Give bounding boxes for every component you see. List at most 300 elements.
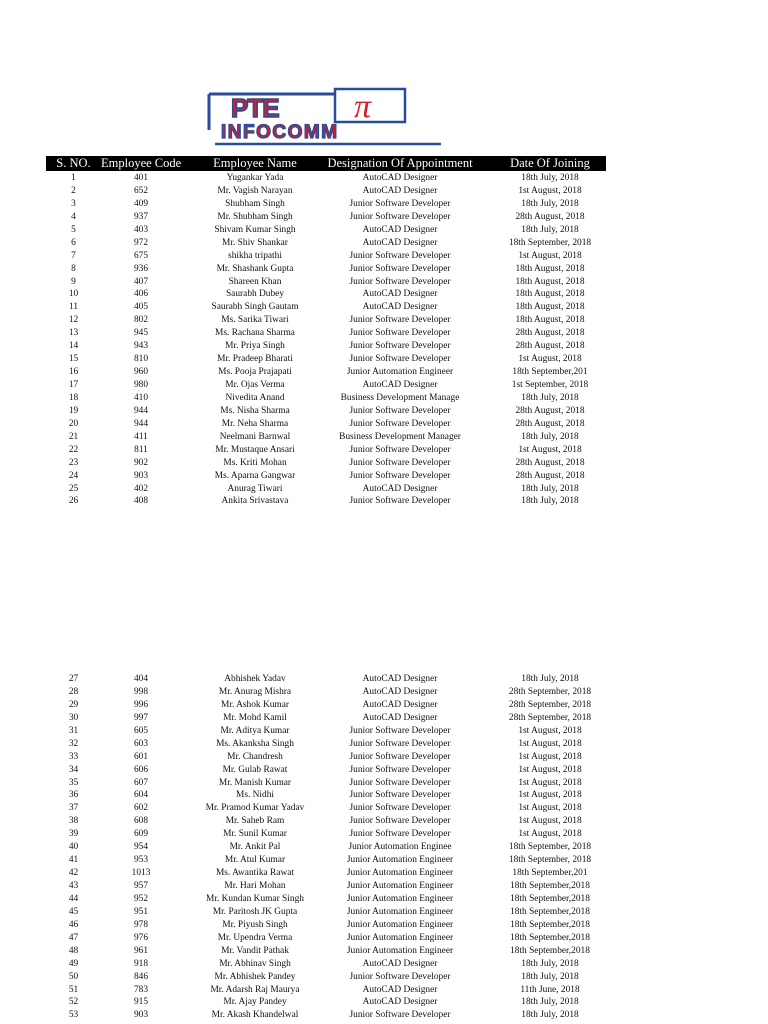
- cell-designation: Junior Automation Engineer: [346, 881, 454, 891]
- cell-date-of-joining: 18th September,2018: [510, 919, 590, 930]
- table-block-2: [0, 673, 768, 1022]
- cell-employee-name: Mr. Ankit Pal: [229, 842, 281, 853]
- cell-employee-name: Mr. Anurag Mishra: [218, 686, 292, 697]
- cell-sno: 22: [68, 444, 79, 455]
- cell-date-of-joining: 18th September,2018: [510, 945, 590, 956]
- table-row: [0, 919, 768, 932]
- cell-date-of-joining: 1st August, 2018: [518, 764, 582, 775]
- cell-designation: AutoCAD Designer: [362, 224, 438, 235]
- table-row: [0, 198, 768, 211]
- cell-employee-name: Ms. Akanksha Singh: [216, 738, 294, 749]
- table-row: [0, 353, 768, 366]
- cell-employee-name: Mr. Pradeep Bharati: [217, 354, 293, 365]
- svg-text:INFOCOMM: INFOCOMM: [221, 122, 339, 143]
- cell-employee-code: 783: [133, 984, 149, 995]
- cell-employee-code: 675: [133, 250, 149, 261]
- cell-sno: 51: [68, 984, 79, 995]
- cell-sno: 52: [68, 997, 79, 1008]
- cell-designation: Junior Software Developer: [349, 250, 451, 261]
- table-row: [0, 893, 768, 906]
- cell-date-of-joining: 18th July, 2018: [521, 1010, 579, 1021]
- cell-designation: AutoCAD Designer: [362, 289, 438, 300]
- cell-date-of-joining: 18th September, 2018: [508, 842, 592, 853]
- cell-employee-name: Shubham Singh: [225, 198, 285, 209]
- cell-employee-code: 608: [133, 816, 149, 827]
- cell-employee-name: Saurabh Singh Gautam: [211, 302, 299, 313]
- table-row: [0, 815, 768, 828]
- cell-date-of-joining: 1st August, 2018: [518, 790, 582, 801]
- cell-employee-code: 980: [133, 380, 149, 390]
- cell-employee-name: Ms. Nisha Sharma: [220, 405, 290, 416]
- cell-sno: 24: [68, 470, 79, 481]
- table-row: [0, 712, 768, 725]
- table-row: [0, 1009, 768, 1022]
- cell-employee-code: 996: [133, 699, 149, 710]
- cell-employee-code: 409: [133, 198, 149, 209]
- cell-employee-code: 918: [133, 958, 149, 969]
- table-row: [0, 185, 768, 198]
- cell-employee-name: Mr. Ojas Verma: [225, 380, 285, 390]
- table-row: [0, 906, 768, 919]
- cell-sno: 20: [68, 418, 79, 429]
- cell-employee-name: Ms. Nidhi: [235, 790, 275, 801]
- cell-designation: Junior Software Developer: [349, 405, 451, 416]
- cell-employee-code: 401: [133, 173, 149, 183]
- cell-designation: Junior Software Developer: [349, 457, 451, 468]
- cell-sno: 28: [68, 686, 79, 697]
- table-row: [0, 250, 768, 263]
- header-employee-code: Employee Code: [101, 156, 182, 170]
- cell-employee-code: 902: [133, 457, 149, 468]
- table-row: [0, 366, 768, 379]
- cell-sno: 12: [68, 315, 79, 326]
- cell-designation: AutoCAD Designer: [362, 302, 438, 313]
- cell-date-of-joining: 1st August, 2018: [518, 444, 582, 455]
- cell-date-of-joining: 28th August, 2018: [515, 328, 585, 339]
- cell-designation: AutoCAD Designer: [362, 712, 438, 723]
- cell-designation: AutoCAD Designer: [362, 997, 438, 1008]
- cell-employee-name: Mr. Gulab Rawat: [222, 764, 288, 775]
- cell-employee-name: Mr. Piyush Singh: [222, 919, 288, 930]
- cell-employee-name: Yugankar Yada: [226, 173, 284, 183]
- cell-date-of-joining: 1st August, 2018: [518, 725, 582, 736]
- cell-employee-name: Ms. Sarika Tiwari: [221, 315, 289, 326]
- cell-employee-code: 903: [133, 470, 149, 481]
- cell-date-of-joining: 28th September, 2018: [508, 699, 592, 710]
- company-logo: [207, 86, 447, 148]
- cell-employee-name: Mr. Kundan Kumar Singh: [206, 893, 304, 904]
- cell-employee-name: Ms. Rachana Sharma: [215, 328, 295, 339]
- cell-sno: 4: [71, 211, 76, 222]
- header-employee-name: Employee Name: [213, 156, 297, 170]
- cell-designation: Junior Software Developer: [349, 328, 451, 339]
- cell-date-of-joining: 18th July, 2018: [521, 997, 579, 1008]
- cell-sno: 6: [71, 237, 76, 248]
- cell-employee-code: 605: [133, 725, 149, 736]
- cell-sno: 46: [68, 919, 79, 930]
- cell-designation: AutoCAD Designer: [362, 958, 438, 969]
- cell-designation: Junior Software Developer: [349, 816, 451, 827]
- cell-sno: 2: [71, 185, 76, 196]
- cell-designation: AutoCAD Designer: [362, 237, 438, 248]
- cell-designation: Junior Automation Engineer: [346, 932, 454, 943]
- cell-sno: 50: [68, 971, 79, 982]
- table-row: [0, 444, 768, 457]
- table-row: [0, 867, 768, 880]
- cell-date-of-joining: 1st August, 2018: [518, 816, 582, 827]
- cell-date-of-joining: 28th September, 2018: [508, 686, 592, 697]
- cell-designation: Junior Software Developer: [349, 725, 451, 736]
- cell-sno: 21: [68, 431, 79, 442]
- table-row: [0, 379, 768, 392]
- cell-employee-code: 997: [133, 712, 149, 723]
- cell-date-of-joining: 1st August, 2018: [518, 738, 582, 749]
- table-row: [0, 764, 768, 777]
- cell-employee-name: Ms. Kriti Mohan: [223, 457, 287, 468]
- cell-sno: 39: [68, 829, 79, 840]
- table-row: [0, 751, 768, 764]
- table-row: [0, 224, 768, 237]
- cell-employee-code: 945: [133, 328, 149, 339]
- cell-designation: AutoCAD Designer: [362, 380, 438, 390]
- cell-date-of-joining: 18th August, 2018: [515, 276, 585, 287]
- cell-employee-name: Shivam Kumar Singh: [214, 224, 296, 235]
- cell-sno: 43: [68, 881, 79, 891]
- cell-employee-code: 903: [133, 1010, 149, 1021]
- cell-date-of-joining: 1st August, 2018: [518, 354, 582, 365]
- cell-date-of-joining: 28th August, 2018: [515, 211, 585, 222]
- cell-employee-name: Mr. Manish Kumar: [218, 777, 292, 788]
- cell-sno: 36: [68, 790, 79, 801]
- cell-date-of-joining: 18th September,2018: [510, 893, 590, 904]
- cell-sno: 42: [68, 868, 79, 879]
- cell-sno: 15: [68, 354, 79, 365]
- cell-employee-name: Ankita Srivastava: [221, 496, 289, 507]
- cell-designation: Junior Automation Engineer: [346, 367, 454, 378]
- cell-sno: 37: [68, 803, 79, 814]
- cell-date-of-joining: 18th August, 2018: [515, 315, 585, 326]
- cell-employee-code: 402: [133, 483, 149, 494]
- cell-sno: 17: [68, 380, 79, 390]
- cell-employee-code: 1013: [131, 868, 151, 879]
- cell-designation: Junior Software Developer: [349, 470, 451, 481]
- cell-date-of-joining: 1st August, 2018: [518, 751, 582, 762]
- cell-sno: 45: [68, 906, 79, 917]
- cell-designation: Junior Automation Engineer: [346, 868, 454, 879]
- cell-sno: 33: [68, 751, 79, 762]
- cell-employee-code: 811: [134, 444, 148, 455]
- table-row: [0, 971, 768, 984]
- cell-employee-name: Saurabh Dubey: [225, 289, 285, 300]
- header-date-of-joining: Date Of Joining: [510, 156, 590, 170]
- table-row: [0, 725, 768, 738]
- cell-employee-code: 961: [133, 945, 149, 956]
- table-row: [0, 932, 768, 945]
- cell-date-of-joining: 11th June, 2018: [520, 984, 580, 995]
- cell-employee-name: Ms. Awantika Rawat: [215, 868, 295, 879]
- table-row: [0, 418, 768, 431]
- cell-employee-name: Abhishek Yadav: [224, 674, 286, 684]
- cell-employee-name: Mr. Hari Mohan: [224, 881, 286, 891]
- table-row: [0, 945, 768, 958]
- table-row: [0, 854, 768, 867]
- cell-sno: 30: [68, 712, 79, 723]
- cell-designation: Junior Software Developer: [349, 829, 451, 840]
- cell-date-of-joining: 28th August, 2018: [515, 457, 585, 468]
- cell-sno: 41: [68, 855, 79, 866]
- cell-employee-name: Mr. Adarsh Raj Maurya: [210, 984, 300, 995]
- cell-employee-code: 802: [133, 315, 149, 326]
- cell-sno: 53: [68, 1010, 79, 1021]
- svg-text:PTE: PTE: [231, 93, 279, 123]
- cell-designation: Business Development Manage: [340, 392, 460, 403]
- cell-employee-name: Mr. Mustaque Ansari: [215, 444, 295, 455]
- cell-designation: Junior Software Developer: [349, 764, 451, 775]
- cell-designation: Junior Software Developer: [349, 496, 451, 507]
- cell-date-of-joining: 28th August, 2018: [515, 405, 585, 416]
- cell-sno: 26: [68, 496, 79, 507]
- cell-sno: 9: [71, 276, 76, 287]
- cell-sno: 44: [68, 893, 79, 904]
- cell-employee-name: Nivedita Anand: [225, 392, 285, 403]
- cell-designation: Junior Software Developer: [349, 738, 451, 749]
- table-row: [0, 802, 768, 815]
- cell-designation: Junior Software Developer: [349, 1010, 451, 1021]
- cell-date-of-joining: 1st August, 2018: [518, 185, 582, 196]
- table-row: [0, 340, 768, 353]
- table-row: [0, 738, 768, 751]
- cell-employee-name: Mr. Priya Singh: [225, 341, 285, 352]
- cell-employee-code: 976: [133, 932, 149, 943]
- cell-sno: 32: [68, 738, 79, 749]
- cell-designation: Junior Automation Engineer: [346, 855, 454, 866]
- cell-designation: AutoCAD Designer: [362, 699, 438, 710]
- cell-designation: Business Development Manager: [339, 431, 461, 442]
- cell-employee-code: 957: [133, 881, 149, 891]
- cell-sno: 7: [71, 250, 76, 261]
- cell-sno: 14: [68, 341, 79, 352]
- cell-date-of-joining: 18th September,201: [512, 367, 588, 378]
- cell-employee-name: Mr. Akash Khandelwal: [211, 1010, 299, 1021]
- table-row: [0, 777, 768, 790]
- cell-employee-name: Mr. Saheb Ram: [225, 816, 285, 827]
- cell-employee-name: Mr. Upendra Verma: [217, 932, 293, 943]
- cell-employee-name: Mr. Ashok Kumar: [221, 699, 289, 710]
- cell-employee-name: Mr. Mohd Kamil: [223, 712, 287, 723]
- cell-employee-code: 403: [133, 224, 149, 235]
- svg-text:π: π: [354, 88, 372, 125]
- cell-employee-code: 954: [133, 842, 149, 853]
- cell-employee-code: 915: [133, 997, 149, 1008]
- cell-date-of-joining: 18th September,2018: [510, 906, 590, 917]
- cell-employee-code: 652: [133, 185, 149, 196]
- cell-date-of-joining: 18th July, 2018: [521, 958, 579, 969]
- cell-designation: Junior Automation Engineer: [346, 893, 454, 904]
- cell-employee-name: Mr. Shiv Shankar: [222, 237, 288, 248]
- cell-employee-name: Mr. Abhishek Pandey: [214, 971, 296, 982]
- cell-employee-name: Mr. Aditya Kumar: [220, 725, 290, 736]
- cell-designation: AutoCAD Designer: [362, 173, 438, 183]
- cell-employee-code: 406: [133, 289, 149, 300]
- cell-date-of-joining: 18th July, 2018: [521, 496, 579, 507]
- cell-sno: 10: [68, 289, 79, 300]
- cell-employee-code: 978: [133, 919, 149, 930]
- header-designation: Designation Of Appointment: [327, 156, 473, 170]
- cell-sno: 13: [68, 328, 79, 339]
- cell-designation: Junior Automation Enginee: [348, 842, 452, 853]
- cell-designation: AutoCAD Designer: [362, 686, 438, 697]
- table-row: [0, 996, 768, 1009]
- cell-sno: 40: [68, 842, 79, 853]
- cell-employee-name: Mr. Vagish Narayan: [217, 185, 293, 196]
- cell-sno: 34: [68, 764, 79, 775]
- cell-employee-name: Mr. Vandit Pathak: [221, 945, 289, 956]
- cell-date-of-joining: 18th September,201: [512, 868, 588, 879]
- cell-employee-code: 411: [134, 431, 148, 442]
- table-row: [0, 288, 768, 301]
- cell-designation: AutoCAD Designer: [362, 674, 438, 684]
- cell-date-of-joining: 18th September,2018: [510, 881, 590, 891]
- cell-date-of-joining: 18th September,2018: [510, 932, 590, 943]
- cell-date-of-joining: 1st August, 2018: [518, 777, 582, 788]
- table-block-1: [0, 172, 768, 508]
- header-sno: S. NO.: [56, 156, 91, 170]
- cell-date-of-joining: 18th July, 2018: [521, 198, 579, 209]
- cell-employee-name: Ms. Aparna Gangwar: [214, 470, 296, 481]
- cell-employee-code: 972: [133, 237, 149, 248]
- cell-sno: 23: [68, 457, 79, 468]
- cell-employee-code: 937: [133, 211, 149, 222]
- cell-date-of-joining: 18th July, 2018: [521, 173, 579, 183]
- table-row: [0, 431, 768, 444]
- cell-employee-code: 951: [133, 906, 149, 917]
- cell-employee-code: 944: [133, 405, 149, 416]
- cell-employee-code: 603: [133, 738, 149, 749]
- cell-date-of-joining: 18th August, 2018: [515, 289, 585, 300]
- cell-designation: Junior Software Developer: [349, 276, 451, 287]
- cell-employee-code: 998: [133, 686, 149, 697]
- cell-designation: Junior Software Developer: [349, 211, 451, 222]
- table-row: [0, 172, 768, 185]
- table-row: [0, 237, 768, 250]
- cell-designation: Junior Software Developer: [349, 971, 451, 982]
- cell-employee-name: Mr. Paritosh JK Gupta: [212, 906, 298, 917]
- cell-employee-code: 944: [133, 418, 149, 429]
- cell-date-of-joining: 1st August, 2018: [518, 829, 582, 840]
- cell-date-of-joining: 18th July, 2018: [521, 971, 579, 982]
- cell-sno: 48: [68, 945, 79, 956]
- table-row: [0, 984, 768, 997]
- cell-designation: Junior Software Developer: [349, 777, 451, 788]
- cell-employee-code: 408: [133, 496, 149, 507]
- cell-date-of-joining: 18th July, 2018: [521, 431, 579, 442]
- cell-designation: Junior Software Developer: [349, 751, 451, 762]
- cell-employee-code: 606: [133, 764, 149, 775]
- cell-employee-name: Mr. Ajay Pandey: [223, 997, 287, 1008]
- table-row: [0, 211, 768, 224]
- cell-designation: Junior Software Developer: [349, 790, 451, 801]
- cell-sno: 29: [68, 699, 79, 710]
- table-row: [0, 495, 768, 508]
- cell-employee-name: Mr. Sunil Kumar: [223, 829, 287, 840]
- cell-date-of-joining: 28th August, 2018: [515, 341, 585, 352]
- table-row: [0, 314, 768, 327]
- table-row: [0, 301, 768, 314]
- cell-sno: 35: [68, 777, 79, 788]
- cell-designation: Junior Automation Engineer: [346, 906, 454, 917]
- cell-sno: 16: [68, 367, 79, 378]
- table-row: [0, 828, 768, 841]
- cell-date-of-joining: 18th July, 2018: [521, 224, 579, 235]
- cell-sno: 1: [71, 173, 76, 183]
- cell-employee-code: 846: [133, 971, 149, 982]
- cell-employee-code: 953: [133, 855, 149, 866]
- cell-employee-name: shikha tripathi: [228, 250, 282, 261]
- cell-employee-code: 407: [133, 276, 149, 287]
- cell-employee-name: Shareen Khan: [228, 276, 282, 287]
- cell-employee-code: 607: [133, 777, 149, 788]
- table-row: [0, 263, 768, 276]
- cell-designation: Junior Software Developer: [349, 263, 451, 274]
- cell-employee-code: 943: [133, 341, 149, 352]
- cell-employee-name: Mr. Pramod Kumar Yadav: [205, 803, 305, 814]
- cell-sno: 27: [68, 674, 79, 684]
- cell-employee-code: 410: [133, 392, 149, 403]
- cell-sno: 31: [68, 725, 79, 736]
- cell-employee-code: 602: [133, 803, 149, 814]
- cell-date-of-joining: 18th July, 2018: [521, 483, 579, 494]
- cell-sno: 19: [68, 405, 79, 416]
- cell-designation: Junior Automation Engineer: [346, 919, 454, 930]
- cell-employee-name: Neelmani Barnwal: [219, 431, 291, 442]
- cell-employee-name: Mr. Atul Kumar: [224, 855, 286, 866]
- cell-designation: Junior Software Developer: [349, 803, 451, 814]
- cell-sno: 49: [68, 958, 79, 969]
- cell-employee-name: Mr. Abhinav Singh: [219, 958, 291, 969]
- cell-date-of-joining: 18th July, 2018: [521, 674, 579, 684]
- cell-designation: Junior Software Developer: [349, 341, 451, 352]
- table-row: [0, 841, 768, 854]
- cell-date-of-joining: 1st September, 2018: [511, 380, 589, 390]
- cell-date-of-joining: 28th September, 2018: [508, 712, 592, 723]
- table-header: [46, 156, 606, 171]
- cell-sno: 25: [68, 483, 79, 494]
- cell-employee-code: 405: [133, 302, 149, 313]
- cell-designation: Junior Software Developer: [349, 198, 451, 209]
- cell-date-of-joining: 18th September, 2018: [508, 237, 592, 248]
- table-row: [0, 392, 768, 405]
- cell-date-of-joining: 18th August, 2018: [515, 263, 585, 274]
- cell-designation: Junior Software Developer: [349, 315, 451, 326]
- cell-date-of-joining: 28th August, 2018: [515, 418, 585, 429]
- cell-designation: Junior Software Developer: [349, 354, 451, 365]
- cell-employee-code: 404: [133, 674, 149, 684]
- cell-designation: AutoCAD Designer: [362, 984, 438, 995]
- cell-date-of-joining: 28th August, 2018: [515, 470, 585, 481]
- cell-sno: 11: [68, 302, 79, 313]
- cell-employee-code: 609: [133, 829, 149, 840]
- table-row: [0, 789, 768, 802]
- table-row: [0, 686, 768, 699]
- cell-date-of-joining: 18th August, 2018: [515, 302, 585, 313]
- table-row: [0, 457, 768, 470]
- table-row: [0, 483, 768, 496]
- table-row: [0, 327, 768, 340]
- cell-designation: Junior Automation Engineer: [346, 945, 454, 956]
- cell-employee-code: 601: [133, 751, 149, 762]
- cell-date-of-joining: 18th July, 2018: [521, 392, 579, 403]
- table-row: [0, 673, 768, 686]
